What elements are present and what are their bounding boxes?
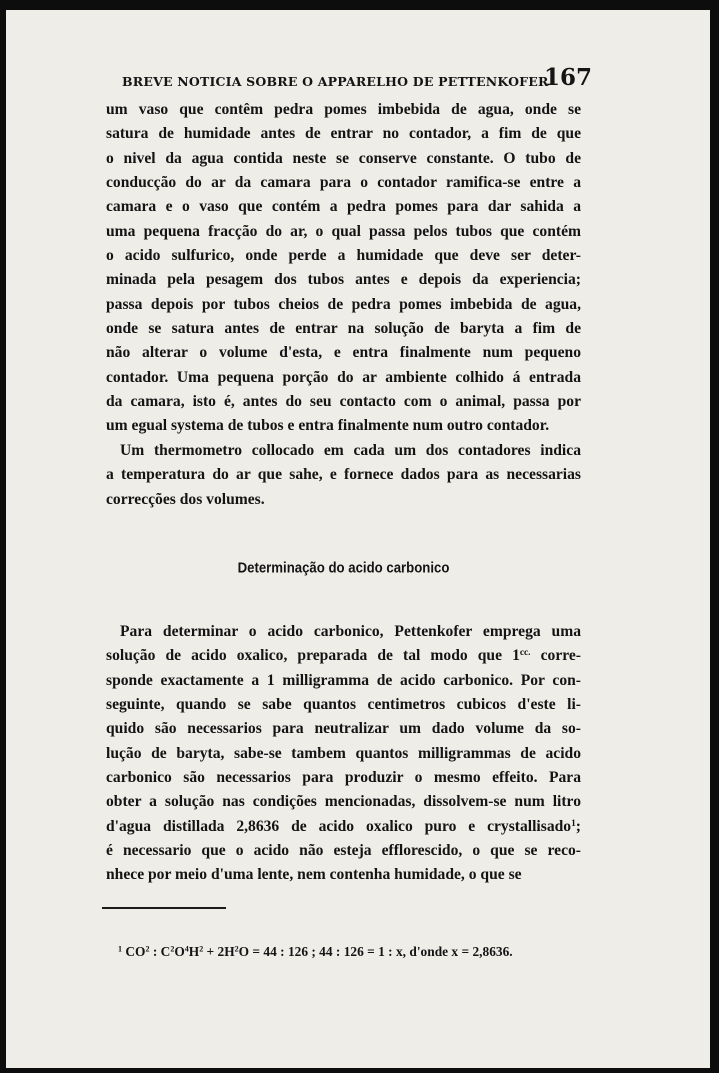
text-line <box>106 815 581 839</box>
page-body <box>106 98 581 888</box>
text-line: minada pela pesagem dos tubos antes e depois da experiencia; <box>106 271 581 289</box>
section-heading: Determinação do acido carbonico <box>237 558 450 576</box>
text-line: lução de baryta, sabe-se tambem quantos milligrammas de acido <box>106 744 581 762</box>
text-line: seguinte, quando se sabe quantos centimetros cubicos d'este li- <box>106 695 581 713</box>
text-line: conducção do ar da camara para o contador ramifica-se entre a <box>106 174 581 192</box>
text-line: satura de humidade antes de entrar no contador, a fim de que <box>106 125 581 143</box>
paragraph-1 <box>106 98 581 439</box>
formula-part: O <box>174 944 185 959</box>
text-line: não alterar o volume d'esta, e entra finalmente num pequeno <box>106 344 581 362</box>
text-line: é necessario que o acido não esteja efflorescido, o que se reco- <box>106 841 581 859</box>
text-line: onde se satura antes de entrar na solução de baryta a fim de <box>106 320 581 338</box>
text-line: uma pequena fracção do ar, o qual passa pelos tubos que contém <box>106 222 581 240</box>
formula-part: : C <box>149 944 171 959</box>
footnote-reference: 1 <box>571 818 576 829</box>
footnote <box>118 944 513 960</box>
formula-part: CO <box>125 944 146 959</box>
formula-sub: 4 <box>184 944 189 954</box>
text-span: corre- <box>530 647 581 665</box>
text-line: nhece por meio d'uma lente, nem contenha humidade, o que se <box>106 866 522 884</box>
paragraph-2 <box>106 439 581 512</box>
text-line: o nivel da agua contida neste se conserve constante. O tubo de <box>106 149 581 167</box>
text-line: a temperatura do ar que sahe, e fornece dados para as necessarias <box>106 466 581 484</box>
text-line: correcções dos volumes. <box>106 490 265 508</box>
text-line: carbonico são necessarios para produzir o mesmo effeito. Para <box>106 768 581 786</box>
unit-superscript: cc. <box>519 648 531 659</box>
text-line: sponde exactamente a 1 milligramma de acido carbonico. Por con- <box>106 671 581 689</box>
book-page <box>6 10 710 1068</box>
text-span: ; <box>575 817 581 835</box>
formula-sub: 2 <box>170 944 175 954</box>
text-line: passa depois por tubos cheios de pedra pomes imbebida de agua, <box>106 295 581 313</box>
formula-part: O = 44 : 126 ; 44 : 126 = 1 : x, d'onde x = 2,8636. <box>238 944 513 959</box>
text-line: Para determinar o acido carbonico, Pettenkofer emprega uma <box>120 622 581 640</box>
formula-sub: 2 <box>234 944 239 954</box>
text-line: da camara, isto é, antes do seu contacto com o animal, passa por <box>106 393 581 411</box>
page-number: 167 <box>543 64 592 91</box>
text-span: solução de acido oxalico, preparada de tal modo que 1 <box>106 647 520 665</box>
footnote-rule <box>102 907 226 909</box>
text-line <box>106 644 581 668</box>
formula-part: + 2H <box>203 944 235 959</box>
text-span: d'agua distillada 2,8636 de acido oxalico puro e crystallisado <box>106 817 572 835</box>
text-line: o acido sulfurico, onde perde a humidade que deve ser deter- <box>106 247 581 265</box>
text-line: obter a solução nas condições mencionadas, dissolvem-se num litro <box>106 793 581 811</box>
formula-sub: 2 <box>199 944 204 954</box>
formula-part: H <box>188 944 200 959</box>
text-line: contador. Uma pequena porção do ar ambiente colhido á entrada <box>106 368 581 386</box>
text-line: quido são necessarios para neutralizar um dado volume da so- <box>106 720 581 738</box>
footnote-marker: 1 <box>118 944 123 954</box>
text-line: camara e o vaso que contém a pedra pomes para dar sahida a <box>106 198 581 216</box>
paragraph-3 <box>106 620 581 888</box>
formula-sub: 2 <box>145 944 150 954</box>
text-line: Um thermometro collocado em cada um dos contadores indica <box>120 441 581 459</box>
text-line: um egual systema de tubos e entra finalmente num outro contador. <box>106 417 550 435</box>
text-line: um vaso que contêm pedra pomes imbebida de agua, onde se <box>106 101 581 118</box>
running-head: BREVE NOTICIA SOBRE O APPARELHO DE PETTENKOFER <box>122 74 549 89</box>
